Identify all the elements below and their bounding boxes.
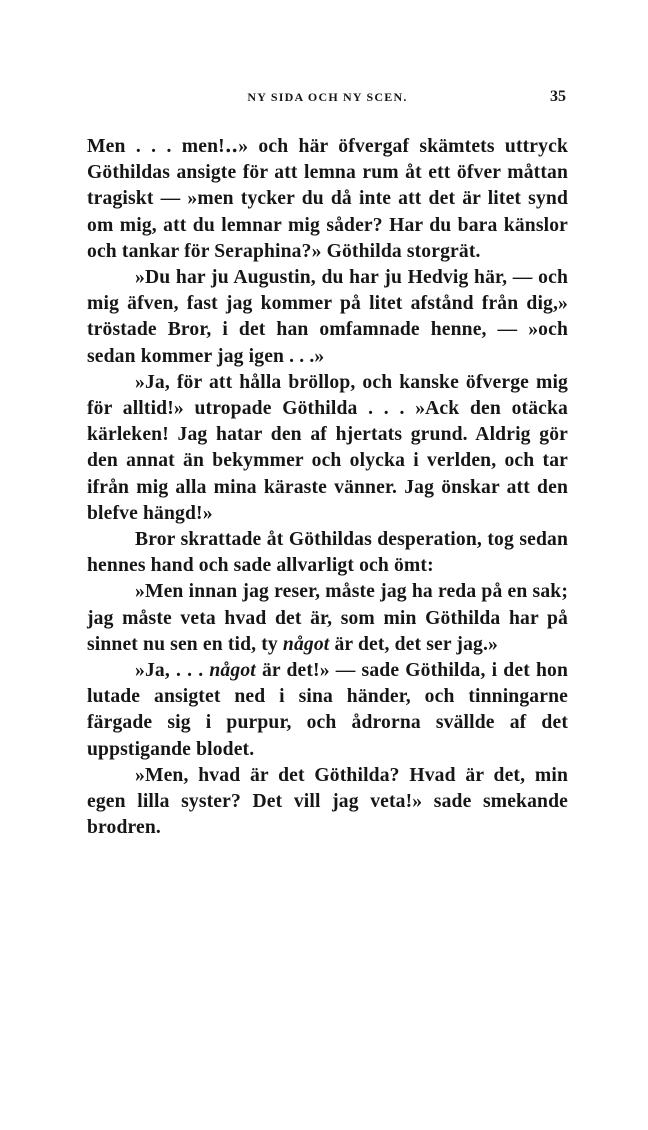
paragraph-4: Bror skrattade åt Göthildas desperation, tog sedan hennes hand och sade allvarligt och ömt: — [87, 529, 568, 577]
page-number: 35 — [550, 88, 566, 105]
paragraph-6-text-start: »Ja, . . . — [135, 660, 210, 682]
emphasized-word: något — [209, 660, 256, 682]
paragraph-6-text-end: är det!» — sade Göthilda, i det hon lutade ansigtet ned i sina händer, och tinningarne färgade sig i purpur, och ådrorna svällde af det uppstigande blodet. — [87, 660, 568, 760]
paragraph-6 — [87, 658, 568, 763]
paragraph-5-text-start: »Men innan jag reser, måste jag ha reda på en sak; jag måste veta hvad det är, som min Göthilda har på sinnet nu sen en tid, ty — [87, 581, 568, 655]
paragraph-1: Men . . . men!‥» och här öfvergaf skämtets uttryck Göthildas ansigte för att lemna rum åt ett öfver måttan tragiskt — »men tycker du då inte att det är litet synd om mig, att du lemnar mig såder? Har du bara känslor och tankar för Seraphina?» Göthilda storgrät. — [87, 136, 568, 262]
paragraph-7: »Men, hvad är det Göthilda? Hvad är det, min egen lilla syster? Det vill jag veta!» sade smekande brodren. — [87, 764, 568, 839]
paragraph-5 — [87, 579, 568, 658]
paragraph-2: »Du har ju Augustin, du har ju Hedvig här, — och mig äfven, fast jag kommer på litet afstånd från dig,» tröstade Bror, i det han omfamnade henne, — »och sedan kommer jag igen . . .» — [87, 267, 568, 367]
emphasized-word: något — [282, 633, 330, 655]
paragraph-5-text-end: är det, det ser jag.» — [329, 633, 498, 655]
body-text — [87, 134, 568, 841]
running-head — [87, 90, 568, 114]
page-title: NY SIDA OCH NY SCEN. — [247, 90, 408, 104]
paragraph-3: »Ja, för att hålla bröllop, och kanske öfverge mig för alltid!» utropade Göthilda . . . »Ack den otäcka kärleken! Jag hatar den af hjertats grund. Aldrig gör den annat än bekymmer och olycka i verlden, och tar ifrån mig alla mina käraste vänner. Jag önskar att den blefve hängd!» — [87, 371, 568, 524]
